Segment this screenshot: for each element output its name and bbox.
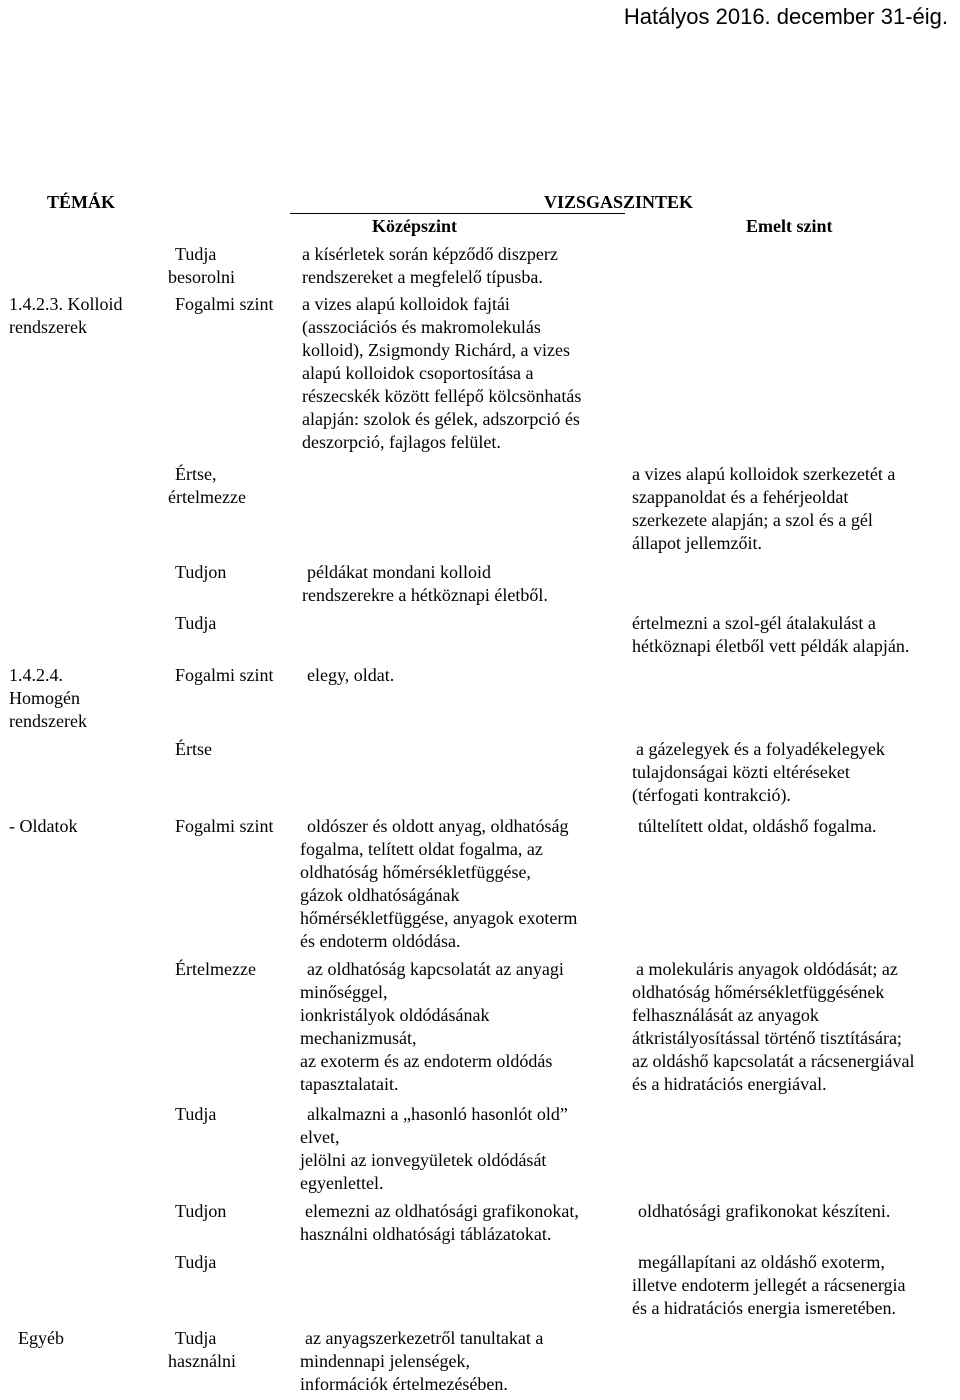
mid-line: alkalmazni a „hasonló hasonlót old” [307, 1104, 568, 1124]
topic-line: rendszerek [9, 317, 87, 337]
topic-line: 1.4.2.3. Kolloid [9, 294, 123, 314]
topic-line: 1.4.2.4. [9, 665, 63, 685]
verb-line: Értse [175, 739, 212, 759]
adv-line: túltelített oldat, oldáshő fogalma. [638, 816, 877, 836]
adv-line: átkristályosítással történő tisztítására; [632, 1028, 902, 1048]
verb-line: Értelmezze [175, 959, 256, 979]
adv-line: felhasználását az anyagok [632, 1005, 819, 1025]
mid-line: tapasztalatait. [300, 1074, 399, 1094]
col-mid-header: Középszint [372, 216, 457, 236]
mid-line: mechanizmusát, [300, 1028, 417, 1048]
mid-line: oldószer és oldott anyag, oldhatóság [307, 816, 569, 836]
mid-line: gázok oldhatóságának [300, 885, 460, 905]
adv-line: tulajdonságai közti eltéréseket [632, 762, 850, 782]
adv-line: szerkezete alapján; a szol és a gél [632, 510, 873, 530]
mid-line: mindennapi jelenségek, [300, 1351, 470, 1371]
adv-line: megállapítani az oldáshő exoterm, [638, 1252, 885, 1272]
verb-line: Tudja [175, 613, 217, 633]
mid-line: ionkristályok oldódásának [300, 1005, 490, 1025]
topic-line: Homogén [9, 688, 80, 708]
mid-line: elegy, oldat. [307, 665, 395, 685]
adv-line: állapot jellemzőit. [632, 533, 762, 553]
adv-line: hétköznapi életből vett példák alapján. [632, 636, 910, 656]
verb-line: használni [168, 1351, 236, 1371]
adv-line: a vizes alapú kolloidok szerkezetét a [632, 464, 896, 484]
adv-line: értelmezni a szol-gél átalakulást a [632, 613, 876, 633]
verb-line: Fogalmi szint [175, 665, 274, 685]
verb-line: értelmezze [168, 487, 246, 507]
mid-line: példákat mondani kolloid [307, 562, 491, 582]
col-topics-header: TÉMÁK [47, 192, 116, 212]
mid-line: a kísérletek során képződő diszperz [302, 244, 558, 264]
adv-line: (térfogati kontrakció). [632, 785, 791, 805]
adv-line: illetve endoterm jellegét a rácsenergia [632, 1275, 906, 1295]
verb-line: besorolni [168, 267, 235, 287]
mid-line: az exoterm és az endoterm oldódás [300, 1051, 553, 1071]
mid-line: információk értelmezésében. [300, 1374, 508, 1394]
mid-line: az anyagszerkezetről tanultakat a [305, 1328, 544, 1348]
mid-line: elemezni az oldhatósági grafikonokat, [305, 1201, 579, 1221]
topic-line: rendszerek [9, 711, 87, 731]
verb-line: Tudjon [175, 562, 227, 582]
adv-line: és a hidratációs energiával. [632, 1074, 827, 1094]
verb-line: Fogalmi szint [175, 816, 274, 836]
col-levels-header: VIZSGASZINTEK [544, 192, 694, 212]
mid-line: hőmérsékletfüggése, anyagok exoterm [300, 908, 578, 928]
mid-line: rendszerekre a hétköznapi életből. [302, 585, 548, 605]
mid-line: kolloid), Zsigmondy Richárd, a vizes [302, 340, 570, 360]
mid-line: rendszereket a megfelelő típusba. [302, 267, 543, 287]
adv-line: a gázelegyek és a folyadékelegyek [636, 739, 885, 759]
verb-line: Tudja [175, 1104, 217, 1124]
mid-line: részecskék között fellépő kölcsönhatás [302, 386, 582, 406]
adv-line: az oldáshő kapcsolatát a rácsenergiával [632, 1051, 915, 1071]
header-divider [290, 213, 625, 214]
mid-line: jelölni az ionvegyületek oldódását [300, 1150, 547, 1170]
mid-line: deszorpció, fajlagos felület. [302, 432, 501, 452]
topic-other: Egyéb [18, 1328, 64, 1348]
verb-line: Tudja [175, 1252, 217, 1272]
verb-line: Tudjon [175, 1201, 227, 1221]
mid-line: és endoterm oldódása. [300, 931, 461, 951]
mid-line: (asszociációs és makromolekulás [302, 317, 541, 337]
verb-line: Tudja [175, 244, 217, 264]
topic-solutions: - Oldatok [9, 816, 78, 836]
mid-line: a vizes alapú kolloidok fajtái [302, 294, 510, 314]
adv-line: és a hidratációs energia ismeretében. [632, 1298, 897, 1318]
mid-line: minőséggel, [300, 982, 388, 1002]
adv-line: oldhatósági grafikonokat készíteni. [638, 1201, 891, 1221]
validity-header: Hatályos 2016. december 31-éig. [623, 4, 948, 29]
mid-line: elvet, [300, 1127, 340, 1147]
adv-line: szappanoldat és a fehérjeoldat [632, 487, 849, 507]
verb-line: Tudja [175, 1328, 217, 1348]
mid-line: az oldhatóság kapcsolatát az anyagi [307, 959, 564, 979]
verb-line: Fogalmi szint [175, 294, 274, 314]
mid-line: alapján: szolok és gélek, adszorpció és [302, 409, 580, 429]
mid-line: fogalma, telített oldat fogalma, az [300, 839, 543, 859]
verb-line: Értse, [175, 464, 217, 484]
adv-line: a molekuláris anyagok oldódását; az [636, 959, 898, 979]
mid-line: egyenlettel. [300, 1173, 384, 1193]
mid-line: használni oldhatósági táblázatokat. [300, 1224, 552, 1244]
col-adv-header: Emelt szint [746, 216, 833, 236]
adv-line: oldhatóság hőmérsékletfüggésének [632, 982, 885, 1002]
mid-line: alapú kolloidok csoportosítása a [302, 363, 534, 383]
mid-line: oldhatóság hőmérsékletfüggése, [300, 862, 531, 882]
